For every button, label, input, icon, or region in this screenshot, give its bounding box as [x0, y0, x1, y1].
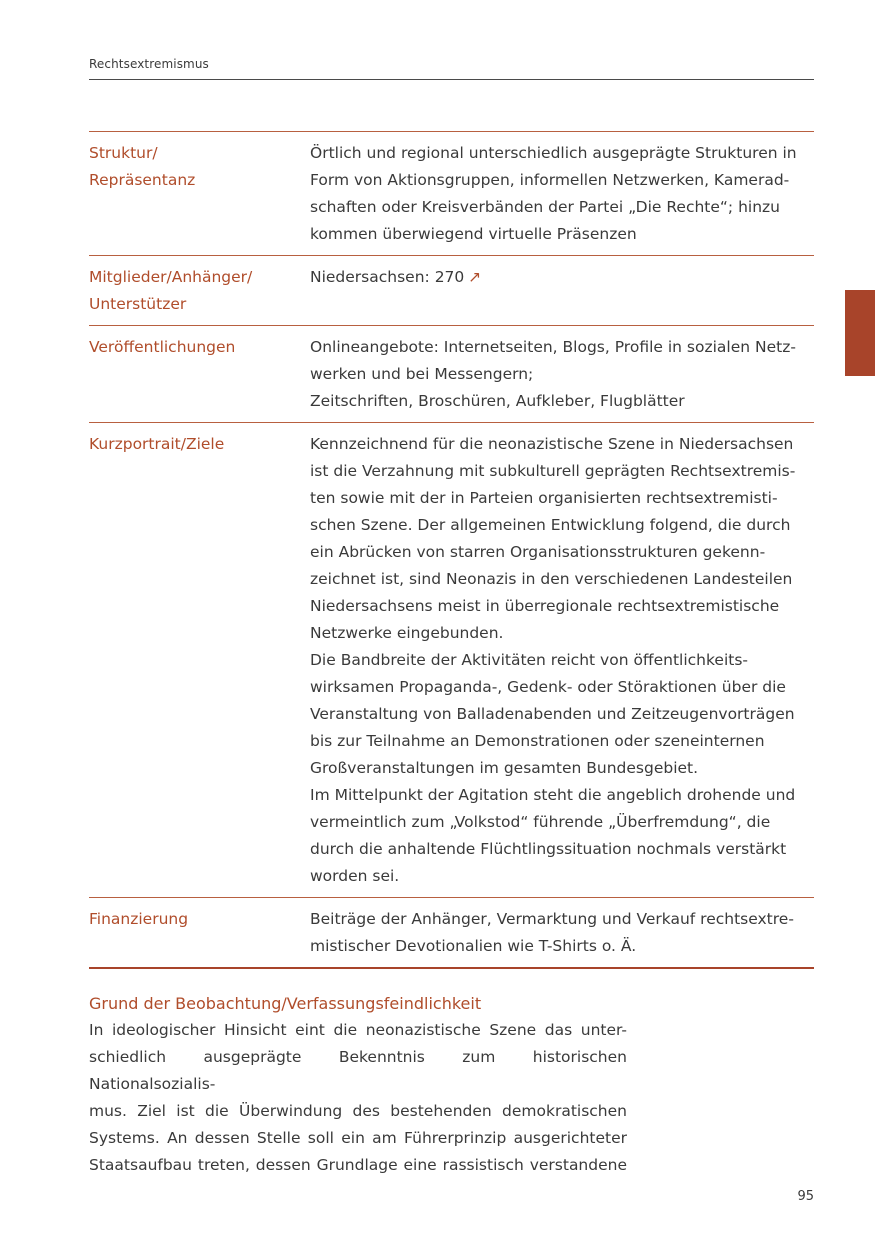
- table-row: [89, 326, 814, 423]
- value-text: Niedersachsens meist in überregionale rechtsextremistische: [310, 597, 780, 615]
- value-line: [310, 167, 814, 194]
- label-line: Mitglieder/Anhänger/: [89, 268, 253, 286]
- value-line: [310, 566, 814, 593]
- profile-table: [89, 131, 814, 969]
- value-line: [310, 539, 814, 566]
- value-text: Form von Aktionsgruppen, informellen Netzwerken, Kamerad-: [310, 171, 790, 189]
- paragraph-line: Staatsaufbau treten, dessen Grundlage eine rassistisch verstandene: [89, 1156, 627, 1174]
- body-paragraph: [89, 1017, 627, 1179]
- label-line: Kurzportrait/Ziele: [89, 435, 225, 453]
- row-value: [310, 898, 814, 969]
- value-text: durch die anhaltende Flüchtlingssituation nochmals verstärkt: [310, 840, 787, 858]
- row-value: [310, 423, 814, 898]
- value-line: [310, 906, 814, 933]
- value-line: [310, 863, 814, 890]
- value-line: [310, 836, 814, 863]
- value-line: [310, 194, 814, 221]
- table-row: [89, 132, 814, 256]
- label-line: Unterstützer: [89, 295, 187, 313]
- label-line: Finanzierung: [89, 910, 189, 928]
- header-divider: [89, 79, 814, 80]
- value-text: Veranstaltung von Balladenabenden und Zeitzeugenvorträgen: [310, 705, 795, 723]
- label-line: Veröffentlichungen: [89, 338, 236, 356]
- value-text: werken und bei Messengern;: [310, 365, 534, 383]
- value-line: [310, 458, 814, 485]
- value-text: vermeintlich zum „Volkstod“ führende „Überfremdung“, die: [310, 813, 771, 831]
- value-text: Niedersachsen: 270: [310, 268, 465, 286]
- value-text: Zeitschriften, Broschüren, Aufkleber, Flugblätter: [310, 392, 685, 410]
- row-label: [89, 423, 310, 898]
- page-number: 95: [797, 1189, 814, 1204]
- section-heading: Grund der Beobachtung/Verfassungsfeindlichkeit: [89, 994, 482, 1013]
- value-line: [310, 361, 814, 388]
- value-text: schen Szene. Der allgemeinen Entwicklung folgend, die durch: [310, 516, 791, 534]
- value-text: zeichnet ist, sind Neonazis in den verschiedenen Landesteilen: [310, 570, 793, 588]
- chapter-tab-marker: [845, 290, 875, 376]
- row-value: [310, 256, 814, 326]
- value-line: [310, 647, 814, 674]
- value-text: Örtlich und regional unterschiedlich ausgeprägte Strukturen in: [310, 144, 797, 162]
- value-text: Kennzeichnend für die neonazistische Szene in Niedersachsen: [310, 435, 794, 453]
- value-line: [310, 512, 814, 539]
- value-text: Im Mittelpunkt der Agitation steht die angeblich drohende und: [310, 786, 796, 804]
- row-label: [89, 132, 310, 256]
- value-line: [310, 933, 814, 960]
- value-line: [310, 388, 814, 415]
- row-label: [89, 326, 310, 423]
- label-line: Repräsentanz: [89, 171, 196, 189]
- table-row: [89, 898, 814, 969]
- value-text: Netzwerke eingebunden.: [310, 624, 504, 642]
- value-line: [310, 221, 814, 248]
- value-text: Beiträge der Anhänger, Vermarktung und Verkauf rechtsextre-: [310, 910, 794, 928]
- row-value: [310, 326, 814, 423]
- value-text: Großveranstaltungen im gesamten Bundesgebiet.: [310, 759, 699, 777]
- value-line: [310, 809, 814, 836]
- value-text: kommen überwiegend virtuelle Präsenzen: [310, 225, 637, 243]
- table-row: [89, 256, 814, 326]
- label-line: Struktur/: [89, 144, 158, 162]
- value-line: [310, 782, 814, 809]
- row-label: [89, 256, 310, 326]
- value-line: [310, 140, 814, 167]
- value-line: [310, 431, 814, 458]
- value-text: bis zur Teilnahme an Demonstrationen oder szeneinternen: [310, 732, 765, 750]
- paragraph-line: schiedlich ausgeprägte Bekenntnis zum historischen Nationalsozialis-: [89, 1048, 627, 1093]
- value-text: ten sowie mit der in Parteien organisierten rechtsextremisti-: [310, 489, 778, 507]
- value-line: [310, 755, 814, 782]
- table-row: [89, 423, 814, 898]
- row-value: [310, 132, 814, 256]
- value-text: schaften oder Kreisverbänden der Partei „Die Rechte“; hinzu: [310, 198, 780, 216]
- value-text: ist die Verzahnung mit subkulturell geprägten Rechtsextremis-: [310, 462, 796, 480]
- value-text: Die Bandbreite der Aktivitäten reicht von öffentlichkeits-: [310, 651, 749, 669]
- value-line: [310, 334, 814, 361]
- value-text: worden sei.: [310, 867, 400, 885]
- running-header: Rechtsextremismus: [89, 57, 209, 71]
- value-text: mistischer Devotionalien wie T-Shirts o. Ä.: [310, 937, 637, 955]
- value-line: [310, 674, 814, 701]
- value-line: [310, 701, 814, 728]
- paragraph-line: Systems. An dessen Stelle soll ein am Führerprinzip ausgerichteter: [89, 1129, 627, 1147]
- value-text: Onlineangebote: Internetseiten, Blogs, Profile in sozialen Netz-: [310, 338, 796, 356]
- paragraph-line: In ideologischer Hinsicht eint die neonazistische Szene das unter-: [89, 1021, 627, 1039]
- value-text: wirksamen Propaganda-, Gedenk- oder Störaktionen über die: [310, 678, 786, 696]
- value-text: ein Abrücken von starren Organisationsstrukturen gekenn-: [310, 543, 766, 561]
- value-line: [310, 728, 814, 755]
- row-label: [89, 898, 310, 969]
- value-line: [310, 485, 814, 512]
- value-line: [310, 620, 814, 647]
- value-line: [310, 264, 814, 291]
- paragraph-line: mus. Ziel ist die Überwindung des bestehenden demokratischen: [89, 1102, 627, 1120]
- value-line: [310, 593, 814, 620]
- trend-up-icon: ↗: [468, 268, 482, 286]
